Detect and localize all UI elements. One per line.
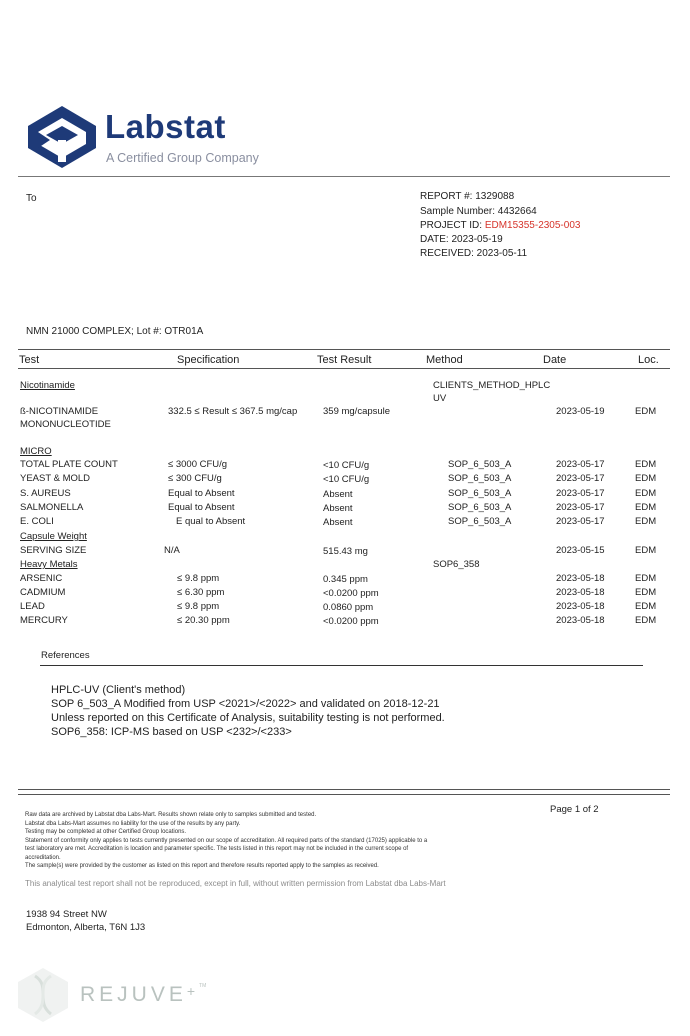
col-header-result: Test Result: [317, 354, 372, 366]
micro-loc: EDM: [635, 488, 657, 499]
micro-test: E. COLI: [20, 516, 54, 527]
capsule-loc: EDM: [635, 545, 657, 556]
micro-date: 2023-05-17: [556, 459, 605, 470]
section-capsule-weight: Capsule Weight: [20, 531, 87, 542]
col-header-spec: Specification: [177, 354, 240, 366]
micro-date: 2023-05-17: [556, 473, 605, 484]
received-date: RECEIVED: 2023-05-11: [420, 248, 528, 259]
nicotinamide-spec: 332.5 ≤ Result ≤ 367.5 mg/cap: [168, 406, 298, 417]
reference-line: SOP 6_503_A Modified from USP <2021>/<2022> and validated on 2018-12-21: [51, 698, 440, 710]
section-heavy-metals: Heavy Metals: [20, 559, 78, 570]
fine-print-line: The sample(s) were provided by the customer as listed on this report and therefore results reported apply to the samples as received.: [25, 863, 379, 869]
metal-result: 0.0860 ppm: [323, 602, 374, 613]
metal-test: LEAD: [20, 601, 45, 612]
col-header-method: Method: [426, 354, 463, 366]
fine-print: [25, 811, 427, 871]
table-header-rule: [18, 368, 670, 369]
fine-print-line: accreditation.: [25, 854, 61, 861]
capsule-spec: N/A: [164, 545, 180, 556]
metal-date: 2023-05-18: [556, 573, 605, 584]
fine-print-line: Testing may be completed at other Certified Group locations.: [25, 829, 187, 835]
fine-print-line: Statement of conformity only applies to tests currently presented on our scope of accreditation. All required parts of the standard (17025) applicable to a: [25, 837, 428, 844]
micro-method: SOP_6_503_A: [448, 473, 512, 484]
logo-tagline: A Certified Group Company: [106, 151, 259, 165]
section-nicotinamide: Nicotinamide: [20, 380, 75, 391]
reproduction-notice: This analytical test report shall not be reproduced, except in full, without written permission from Labstat dba Labs-Mart: [25, 879, 446, 888]
rejuve-name: REJUVE: [80, 983, 187, 1006]
nicotinamide-result: 359 mg/capsule: [323, 406, 391, 417]
micro-spec: ≤ 3000 CFU/g: [168, 459, 228, 470]
micro-loc: EDM: [635, 516, 657, 527]
metal-test: ARSENIC: [20, 573, 63, 584]
micro-test: SALMONELLA: [20, 502, 84, 513]
header-rule: [18, 176, 670, 177]
nicotinamide-method-2: UV: [433, 393, 447, 404]
dna-hexagon-icon: [16, 966, 70, 1024]
rejuve-watermark: [16, 966, 70, 1029]
nicotinamide-method-1: CLIENTS_METHOD_HPLC: [433, 380, 551, 391]
metal-loc: EDM: [635, 587, 657, 598]
address-line-1: 1938 94 Street NW: [26, 909, 107, 920]
micro-date: 2023-05-17: [556, 488, 605, 499]
metal-result: <0.0200 ppm: [323, 588, 379, 599]
micro-result: <10 CFU/g: [323, 474, 370, 485]
fine-print-line: test laboratory are met. Accreditation is location and parameter specific. The tests listed in this report may not be included in the current scope of: [25, 846, 409, 852]
footer-rule-1: [18, 789, 670, 790]
metal-spec: ≤ 9.8 ppm: [177, 601, 220, 612]
metal-date: 2023-05-18: [556, 615, 605, 626]
micro-spec: E qual to Absent: [176, 516, 246, 527]
micro-result: Absent: [323, 489, 353, 500]
micro-loc: EDM: [635, 473, 657, 484]
metal-result: 0.345 ppm: [323, 574, 368, 585]
rejuve-wordmark: [80, 983, 206, 1007]
metal-spec: ≤ 9.8 ppm: [177, 573, 220, 584]
table-top-rule: [18, 349, 670, 350]
capsule-test: SERVING SIZE: [20, 545, 87, 556]
heavy-metals-method: SOP6_358: [433, 559, 480, 570]
project-id: [420, 220, 580, 231]
nicotinamide-loc: EDM: [635, 406, 657, 417]
metal-test: MERCURY: [20, 615, 68, 626]
metal-test: CADMIUM: [20, 587, 66, 598]
micro-result: Absent: [323, 517, 353, 528]
section-micro: MICRO: [20, 446, 52, 457]
col-header-test: Test: [19, 354, 40, 366]
fine-print-line: Raw data are archived by Labstat dba Labs-Mart. Results shown relate only to samples submitted and tested.: [25, 812, 317, 818]
metal-spec: ≤ 6.30 ppm: [177, 587, 225, 598]
page-number: Page 1 of 2: [550, 804, 599, 815]
capsule-date: 2023-05-15: [556, 545, 605, 556]
project-id-value: EDM15355-2305-003: [484, 220, 581, 231]
metal-date: 2023-05-18: [556, 587, 605, 598]
fine-print-line: Labstat dba Labs-Mart assumes no liability for the use of the results by any party.: [25, 820, 241, 827]
sample-number: Sample Number: 4432664: [420, 206, 537, 217]
project-id-label: PROJECT ID:: [420, 220, 483, 231]
nicotinamide-test-2: MONONUCLEOTIDE: [20, 419, 111, 430]
metal-spec: ≤ 20.30 ppm: [177, 615, 230, 626]
micro-spec: Equal to Absent: [168, 502, 235, 513]
reference-line: SOP6_358: ICP-MS based on USP <232>/<233>: [51, 726, 292, 738]
to-label: To: [26, 193, 37, 204]
references-label: References: [41, 650, 90, 661]
micro-method: SOP_6_503_A: [448, 459, 512, 470]
metal-loc: EDM: [635, 573, 657, 584]
metal-loc: EDM: [635, 615, 657, 626]
capsule-result: 515.43 mg: [323, 546, 368, 557]
nicotinamide-test-1: ß-NICOTINAMIDE: [20, 406, 99, 417]
micro-method: SOP_6_503_A: [448, 516, 512, 527]
footer-rule-2: [18, 794, 670, 795]
micro-date: 2023-05-17: [556, 516, 605, 527]
micro-loc: EDM: [635, 502, 657, 513]
logo-wordmark: Labstat: [105, 108, 226, 145]
micro-spec: ≤ 300 CFU/g: [168, 473, 222, 484]
micro-result: <10 CFU/g: [323, 460, 370, 471]
nicotinamide-date: 2023-05-19: [556, 406, 605, 417]
report-number: REPORT #: 1329088: [420, 191, 515, 202]
col-header-loc: Loc.: [638, 354, 659, 366]
micro-test: S. AUREUS: [20, 488, 71, 499]
metal-date: 2023-05-18: [556, 601, 605, 612]
references-rule: [40, 665, 643, 666]
reference-line: Unless reported on this Certificate of Analysis, suitability testing is not performed.: [51, 712, 445, 724]
report-date: DATE: 2023-05-19: [420, 234, 503, 245]
address-line-2: Edmonton, Alberta, T6N 1J3: [26, 922, 146, 933]
micro-test: YEAST & MOLD: [20, 473, 91, 484]
product-line: NMN 21000 COMPLEX; Lot #: OTR01A: [26, 326, 204, 337]
rejuve-plus: +: [186, 983, 200, 999]
micro-spec: Equal to Absent: [168, 488, 235, 499]
reference-line: HPLC-UV (Client's method): [51, 684, 186, 696]
micro-test: TOTAL PLATE COUNT: [20, 459, 118, 470]
labstat-logo-icon: [26, 104, 98, 170]
micro-result: Absent: [323, 503, 353, 514]
labstat-logo: [26, 104, 98, 175]
micro-loc: EDM: [635, 459, 657, 470]
metal-loc: EDM: [635, 601, 657, 612]
micro-date: 2023-05-17: [556, 502, 605, 513]
micro-method: SOP_6_503_A: [448, 488, 512, 499]
rejuve-tm: TM: [199, 983, 207, 989]
col-header-date: Date: [543, 354, 567, 366]
micro-method: SOP_6_503_A: [448, 502, 512, 513]
metal-result: <0.0200 ppm: [323, 616, 379, 627]
